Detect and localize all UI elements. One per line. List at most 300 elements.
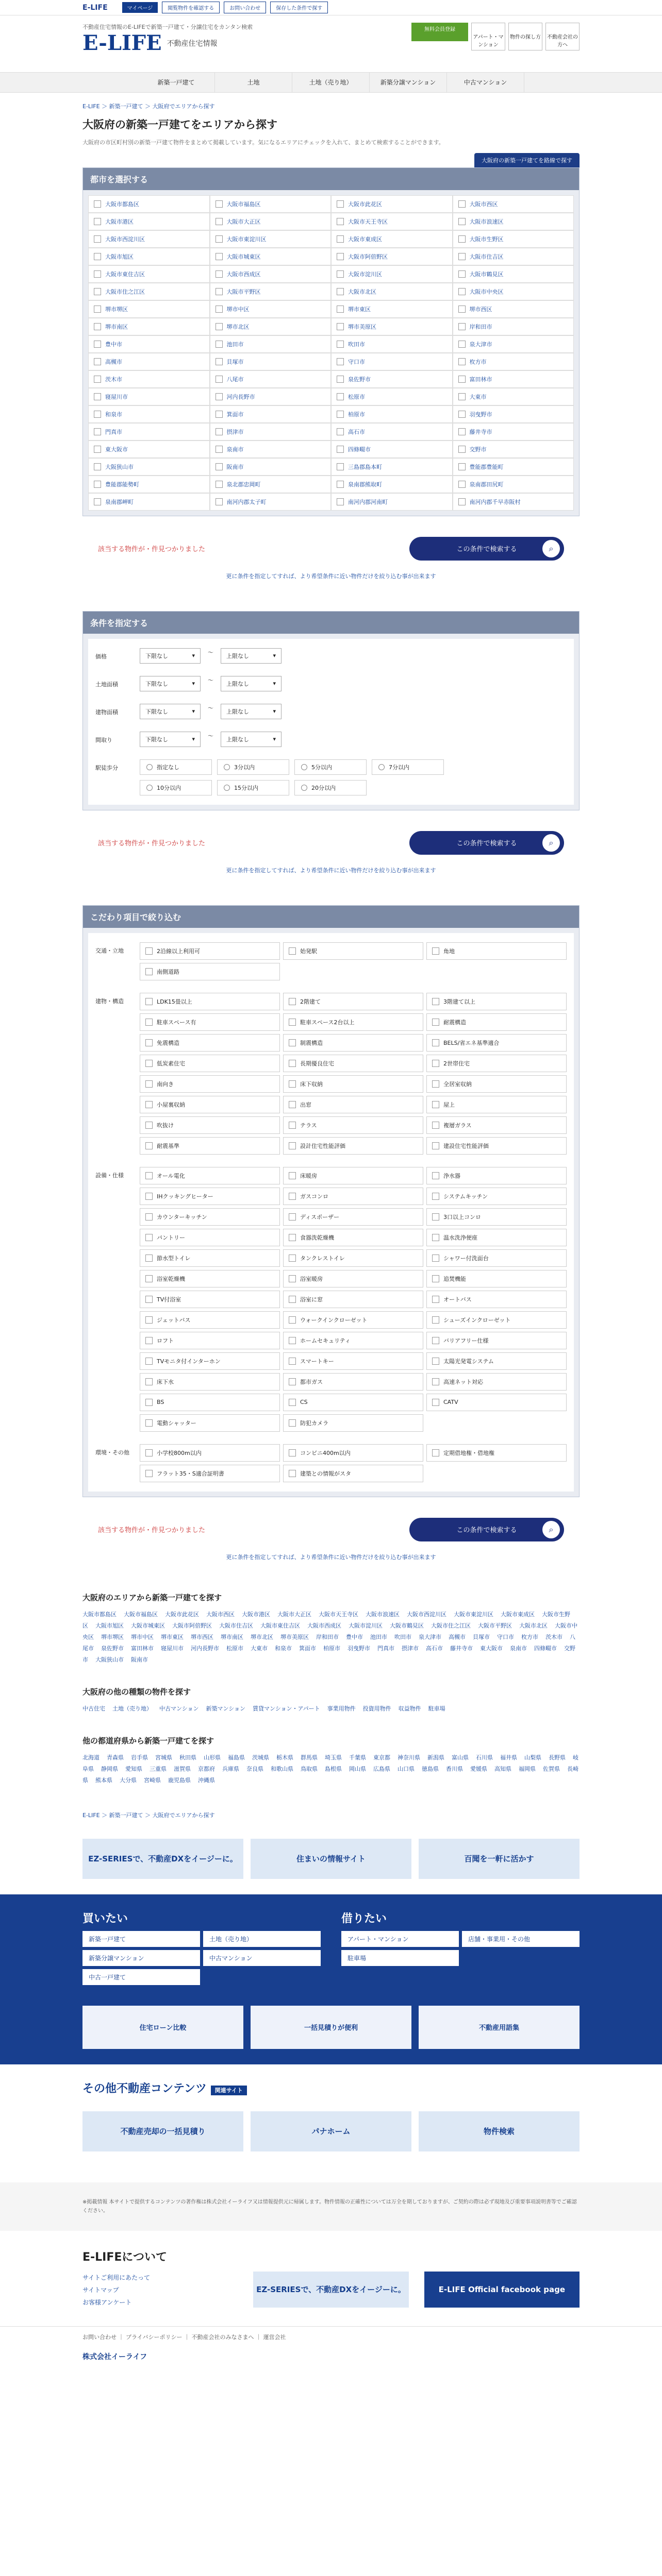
link-item[interactable]: 沖縄県 xyxy=(198,1776,215,1784)
link-item[interactable]: 大阪市阿倍野区 xyxy=(172,1622,212,1629)
checkbox[interactable] xyxy=(458,498,466,505)
link-item[interactable]: 堺市中区 xyxy=(131,1633,154,1640)
checkbox[interactable] xyxy=(216,323,223,330)
checkbox[interactable] xyxy=(337,463,344,470)
link-item[interactable]: 和泉市 xyxy=(275,1645,292,1652)
walk-radio[interactable] xyxy=(294,780,367,795)
link-item[interactable]: 富山県 xyxy=(452,1754,469,1761)
checkbox[interactable] xyxy=(432,1101,439,1108)
kodawari-checkbox-item[interactable] xyxy=(426,1116,567,1134)
link-item[interactable]: 大阪市東淀川区 xyxy=(454,1611,493,1618)
link-item[interactable]: 青森県 xyxy=(107,1754,124,1761)
info-site-banner[interactable]: 住まいの情報サイト xyxy=(251,1839,411,1879)
checkbox[interactable] xyxy=(94,323,101,330)
city-checkbox-item[interactable] xyxy=(210,476,332,493)
link-item[interactable]: 藤井寺市 xyxy=(450,1645,473,1652)
link-item[interactable]: 大阪市鶴見区 xyxy=(390,1622,424,1629)
checkbox[interactable] xyxy=(337,200,344,208)
kodawari-checkbox-item[interactable] xyxy=(283,1034,423,1052)
checkbox[interactable] xyxy=(432,1255,439,1262)
city-checkbox-item[interactable] xyxy=(453,440,574,458)
checkbox[interactable] xyxy=(432,1080,439,1088)
checkbox[interactable] xyxy=(94,358,101,365)
link-item[interactable]: 投資用物件 xyxy=(362,1705,391,1712)
property-search-banner[interactable]: 物件検索 xyxy=(419,2111,580,2151)
link-item[interactable]: 中古住宅 xyxy=(82,1705,105,1712)
min-select[interactable] xyxy=(140,732,201,747)
kodawari-checkbox-item[interactable] xyxy=(283,1373,423,1391)
link-item[interactable]: 大阪市平野区 xyxy=(478,1622,512,1629)
checkbox[interactable] xyxy=(216,428,223,435)
link-item[interactable]: 大分県 xyxy=(120,1776,137,1784)
link-item[interactable]: 阪南市 xyxy=(131,1656,148,1663)
checkbox[interactable] xyxy=(145,1234,153,1241)
link-item[interactable]: 箕面市 xyxy=(299,1645,316,1652)
checkbox[interactable] xyxy=(337,288,344,295)
city-checkbox-item[interactable] xyxy=(210,370,332,388)
link-item[interactable]: 静岡県 xyxy=(101,1765,118,1772)
kodawari-checkbox-item[interactable] xyxy=(283,1116,423,1134)
checkbox[interactable] xyxy=(289,1101,296,1108)
hyakubun-banner[interactable]: 百聞を一軒に活かす xyxy=(419,1839,580,1879)
city-checkbox-item[interactable] xyxy=(453,476,574,493)
checkbox[interactable] xyxy=(145,1419,153,1427)
kodawari-checkbox-item[interactable] xyxy=(426,1373,567,1391)
link-item[interactable]: 豊中市 xyxy=(346,1633,363,1640)
link-item[interactable]: 岩手県 xyxy=(131,1754,148,1761)
checkbox[interactable] xyxy=(432,998,439,1005)
city-checkbox-item[interactable] xyxy=(88,458,210,476)
footer-link[interactable]: 駐車場 xyxy=(341,1950,459,1966)
walk-radio[interactable] xyxy=(217,780,289,795)
about-link[interactable]: サイトご利用にあたって xyxy=(82,2274,151,2281)
city-checkbox-item[interactable] xyxy=(210,440,332,458)
kodawari-checkbox-item[interactable] xyxy=(140,1270,280,1287)
checkbox[interactable] xyxy=(145,1019,153,1026)
kodawari-checkbox-item[interactable] xyxy=(426,1034,567,1052)
kodawari-checkbox-item[interactable] xyxy=(140,1291,280,1308)
bottom-link[interactable]: 運営会社 xyxy=(263,2333,286,2341)
link-item[interactable]: 大阪市浪速区 xyxy=(366,1611,400,1618)
checkbox[interactable] xyxy=(94,253,101,260)
checkbox[interactable] xyxy=(337,481,344,488)
checkbox[interactable] xyxy=(145,1039,153,1046)
link-item[interactable]: 新潟県 xyxy=(427,1754,444,1761)
checkbox[interactable] xyxy=(145,1080,153,1088)
checkbox[interactable] xyxy=(337,341,344,348)
link-item[interactable]: 賃貸マンション・アパート xyxy=(253,1705,320,1712)
max-select[interactable] xyxy=(221,732,282,747)
checkbox[interactable] xyxy=(432,1449,439,1456)
link-item[interactable]: 大阪市城東区 xyxy=(131,1622,165,1629)
city-checkbox-item[interactable] xyxy=(453,195,574,213)
city-checkbox-item[interactable] xyxy=(331,458,453,476)
checkbox[interactable] xyxy=(458,358,466,365)
kodawari-checkbox-item[interactable] xyxy=(426,1188,567,1205)
link-item[interactable]: 長崎県 xyxy=(82,1765,578,1784)
link-item[interactable]: 岡山県 xyxy=(349,1765,366,1772)
top-logo[interactable]: E-LIFE xyxy=(82,3,108,12)
kodawari-checkbox-item[interactable] xyxy=(283,1352,423,1370)
checkbox[interactable] xyxy=(145,968,153,975)
kodawari-checkbox-item[interactable] xyxy=(426,1096,567,1113)
checkbox[interactable] xyxy=(337,428,344,435)
kodawari-checkbox-item[interactable] xyxy=(140,1465,280,1482)
checkbox[interactable] xyxy=(216,463,223,470)
kodawari-checkbox-item[interactable] xyxy=(140,1188,280,1205)
kodawari-checkbox-item[interactable] xyxy=(426,1137,567,1155)
city-checkbox-item[interactable] xyxy=(88,405,210,423)
link-item[interactable]: 寝屋川市 xyxy=(161,1645,184,1652)
city-checkbox-item[interactable] xyxy=(331,440,453,458)
link-item[interactable]: 門真市 xyxy=(377,1645,394,1652)
search-button[interactable]: この条件で検索する ⌕ xyxy=(409,831,564,855)
kodawari-checkbox-item[interactable] xyxy=(140,1034,280,1052)
link-item[interactable]: 堺市堺区 xyxy=(101,1633,124,1640)
kodawari-checkbox-item[interactable] xyxy=(283,1414,423,1432)
checkbox[interactable] xyxy=(94,270,101,278)
city-checkbox-item[interactable] xyxy=(453,493,574,511)
city-checkbox-item[interactable] xyxy=(88,370,210,388)
city-checkbox-item[interactable] xyxy=(331,423,453,440)
checkbox[interactable] xyxy=(337,323,344,330)
kodawari-checkbox-item[interactable] xyxy=(426,1352,567,1370)
link-item[interactable]: 滋賀県 xyxy=(174,1765,191,1772)
kodawari-checkbox-item[interactable] xyxy=(283,1096,423,1113)
radio-circle[interactable] xyxy=(301,764,307,770)
checkbox[interactable] xyxy=(458,463,466,470)
checkbox[interactable] xyxy=(145,1193,153,1200)
checkbox[interactable] xyxy=(289,1378,296,1385)
checkbox[interactable] xyxy=(94,288,101,295)
city-checkbox-item[interactable] xyxy=(88,388,210,405)
city-checkbox-item[interactable] xyxy=(210,283,332,300)
checkbox[interactable] xyxy=(289,947,296,955)
kodawari-checkbox-item[interactable] xyxy=(426,1075,567,1093)
checkbox[interactable] xyxy=(289,1296,296,1303)
checkbox[interactable] xyxy=(216,411,223,418)
kodawari-checkbox-item[interactable] xyxy=(140,1444,280,1462)
city-checkbox-item[interactable] xyxy=(88,248,210,265)
city-checkbox-item[interactable] xyxy=(331,318,453,335)
search-button[interactable]: この条件で検索する ⌕ xyxy=(409,537,564,561)
checkbox[interactable] xyxy=(216,288,223,295)
city-checkbox-item[interactable] xyxy=(453,458,574,476)
kodawari-checkbox-item[interactable] xyxy=(140,1352,280,1370)
city-checkbox-item[interactable] xyxy=(210,248,332,265)
checkbox[interactable] xyxy=(289,1470,296,1477)
checkbox[interactable] xyxy=(458,393,466,400)
checkbox[interactable] xyxy=(289,1358,296,1365)
link-item[interactable]: 秋田県 xyxy=(179,1754,196,1761)
city-checkbox-item[interactable] xyxy=(88,318,210,335)
city-checkbox-item[interactable] xyxy=(331,370,453,388)
checkbox[interactable] xyxy=(289,1039,296,1046)
kodawari-checkbox-item[interactable] xyxy=(140,1394,280,1411)
city-checkbox-item[interactable] xyxy=(210,318,332,335)
checkbox[interactable] xyxy=(432,1060,439,1067)
checkbox[interactable] xyxy=(432,1399,439,1406)
checkbox[interactable] xyxy=(337,411,344,418)
walk-radio[interactable] xyxy=(294,759,367,775)
city-checkbox-item[interactable] xyxy=(453,388,574,405)
checkbox[interactable] xyxy=(432,1337,439,1344)
city-checkbox-item[interactable] xyxy=(210,458,332,476)
kodawari-checkbox-item[interactable] xyxy=(426,1332,567,1349)
link-item[interactable]: 宮崎県 xyxy=(144,1776,161,1784)
checkbox[interactable] xyxy=(458,288,466,295)
checkbox[interactable] xyxy=(94,393,101,400)
checkbox[interactable] xyxy=(337,218,344,225)
checkbox[interactable] xyxy=(94,446,101,453)
link-item[interactable]: 泉南市 xyxy=(510,1645,527,1652)
city-checkbox-item[interactable] xyxy=(453,248,574,265)
link-item[interactable]: 東大阪市 xyxy=(480,1645,503,1652)
checkbox[interactable] xyxy=(337,393,344,400)
sale-estimate-banner[interactable]: 不動産売却の一括見積り xyxy=(82,2111,243,2151)
register-banner[interactable]: 無料会員登録 xyxy=(411,23,468,41)
checkbox[interactable] xyxy=(458,218,466,225)
link-item[interactable]: 大阪市東成区 xyxy=(501,1611,535,1618)
city-checkbox-item[interactable] xyxy=(88,265,210,283)
link-item[interactable]: 山梨県 xyxy=(524,1754,541,1761)
kodawari-checkbox-item[interactable] xyxy=(426,1249,567,1267)
kodawari-checkbox-item[interactable] xyxy=(283,1332,423,1349)
checkbox[interactable] xyxy=(337,446,344,453)
city-checkbox-item[interactable] xyxy=(88,195,210,213)
checkbox[interactable] xyxy=(94,428,101,435)
kodawari-checkbox-item[interactable] xyxy=(426,1013,567,1031)
link-item[interactable]: 堺市南区 xyxy=(221,1633,243,1640)
kodawari-checkbox-item[interactable] xyxy=(426,1055,567,1072)
bottom-link[interactable]: 不動産会社のみなさまへ xyxy=(191,2333,254,2341)
radio-circle[interactable] xyxy=(301,785,307,791)
link-item[interactable]: 高石市 xyxy=(426,1645,443,1652)
city-checkbox-item[interactable] xyxy=(210,423,332,440)
checkbox[interactable] xyxy=(432,1234,439,1241)
checkbox[interactable] xyxy=(289,1172,296,1179)
kodawari-checkbox-item[interactable] xyxy=(283,1167,423,1184)
breadcrumb[interactable]: E-LIFE ＞ 新築一戸建て ＞ 大阪府でエリアから探す xyxy=(82,103,215,110)
link-item[interactable]: 松原市 xyxy=(226,1645,243,1652)
checkbox[interactable] xyxy=(432,1142,439,1149)
panahome-banner[interactable]: パナホーム xyxy=(251,2111,411,2151)
checkbox[interactable] xyxy=(337,235,344,243)
checkbox[interactable] xyxy=(94,498,101,505)
kodawari-checkbox-item[interactable] xyxy=(140,1055,280,1072)
link-item[interactable]: 徳島県 xyxy=(422,1765,439,1772)
footer-link[interactable]: 店舗・事業用・その他 xyxy=(462,1931,580,1947)
facebook-card[interactable]: E-LIFE Official facebook page xyxy=(424,2272,580,2308)
walk-radio[interactable] xyxy=(217,759,289,775)
link-item[interactable]: 京都府 xyxy=(198,1765,215,1772)
city-checkbox-item[interactable] xyxy=(453,370,574,388)
city-checkbox-item[interactable] xyxy=(331,195,453,213)
checkbox[interactable] xyxy=(432,1358,439,1365)
checkbox[interactable] xyxy=(289,1316,296,1324)
search-button[interactable]: この条件で検索する ⌕ xyxy=(409,1518,564,1541)
checkbox[interactable] xyxy=(216,481,223,488)
checkbox[interactable] xyxy=(94,481,101,488)
link-item[interactable]: 大阪市北区 xyxy=(519,1622,548,1629)
link-item[interactable]: 池田市 xyxy=(370,1633,387,1640)
city-checkbox-item[interactable] xyxy=(331,213,453,230)
link-item[interactable]: 大阪市淀川区 xyxy=(349,1622,383,1629)
city-checkbox-item[interactable] xyxy=(453,423,574,440)
header-link-agent[interactable]: 不動産会社の方へ xyxy=(545,23,580,50)
link-item[interactable]: 群馬県 xyxy=(301,1754,318,1761)
city-checkbox-item[interactable] xyxy=(88,476,210,493)
checkbox[interactable] xyxy=(458,200,466,208)
kodawari-checkbox-item[interactable] xyxy=(140,1167,280,1184)
link-item[interactable]: 新築マンション xyxy=(206,1705,246,1712)
link-item[interactable]: 和歌山県 xyxy=(271,1765,293,1772)
link-item[interactable]: 愛知県 xyxy=(125,1765,142,1772)
link-item[interactable]: 土地（売り地） xyxy=(112,1705,152,1712)
link-item[interactable]: 鳥取県 xyxy=(301,1765,318,1772)
checkbox[interactable] xyxy=(458,411,466,418)
checkbox[interactable] xyxy=(216,341,223,348)
header-link-guide[interactable]: 物件の探し方 xyxy=(508,23,542,50)
link-item[interactable]: 大阪市西区 xyxy=(206,1611,235,1618)
city-checkbox-item[interactable] xyxy=(331,476,453,493)
city-checkbox-item[interactable] xyxy=(210,388,332,405)
checkbox[interactable] xyxy=(458,341,466,348)
radio-circle[interactable] xyxy=(224,785,230,791)
checkbox[interactable] xyxy=(289,1275,296,1282)
city-checkbox-item[interactable] xyxy=(210,353,332,370)
link-item[interactable]: 島根県 xyxy=(325,1765,342,1772)
checkbox[interactable] xyxy=(216,376,223,383)
kodawari-checkbox-item[interactable] xyxy=(283,1465,423,1482)
checkbox[interactable] xyxy=(145,1316,153,1324)
link-item[interactable]: 吹田市 xyxy=(394,1633,411,1640)
link-item[interactable]: 岐阜県 xyxy=(82,1754,578,1772)
checkbox[interactable] xyxy=(432,1296,439,1303)
link-item[interactable]: 大阪市天王寺区 xyxy=(319,1611,358,1618)
checkbox[interactable] xyxy=(145,1060,153,1067)
checkbox[interactable] xyxy=(145,1101,153,1108)
kodawari-checkbox-item[interactable] xyxy=(283,1188,423,1205)
link-item[interactable]: 神奈川県 xyxy=(398,1754,420,1761)
link-item[interactable]: 羽曳野市 xyxy=(347,1645,370,1652)
kodawari-checkbox-item[interactable] xyxy=(140,1229,280,1246)
checkbox[interactable] xyxy=(458,235,466,243)
checkbox[interactable] xyxy=(458,376,466,383)
city-checkbox-item[interactable] xyxy=(453,335,574,353)
checkbox[interactable] xyxy=(432,1378,439,1385)
estimate-banner[interactable]: 一括見積りが便利 xyxy=(251,2006,411,2049)
city-checkbox-item[interactable] xyxy=(88,230,210,248)
kodawari-checkbox-item[interactable] xyxy=(426,942,567,960)
link-item[interactable]: 高槻市 xyxy=(449,1633,466,1640)
checkbox[interactable] xyxy=(145,1142,153,1149)
checkbox[interactable] xyxy=(216,200,223,208)
city-checkbox-item[interactable] xyxy=(331,248,453,265)
checkbox[interactable] xyxy=(145,1213,153,1221)
link-item[interactable]: 大阪市住吉区 xyxy=(219,1622,253,1629)
checkbox[interactable] xyxy=(458,428,466,435)
city-checkbox-item[interactable] xyxy=(331,405,453,423)
checkbox[interactable] xyxy=(94,463,101,470)
max-select[interactable] xyxy=(221,648,282,664)
checkbox[interactable] xyxy=(458,253,466,260)
link-item[interactable]: 茨木市 xyxy=(545,1633,562,1640)
kodawari-checkbox-item[interactable] xyxy=(140,993,280,1010)
checkbox[interactable] xyxy=(289,1234,296,1241)
checkbox[interactable] xyxy=(432,947,439,955)
link-item[interactable]: 駐車場 xyxy=(428,1705,445,1712)
checkbox[interactable] xyxy=(94,218,101,225)
link-item[interactable]: 大阪市都島区 xyxy=(82,1611,117,1618)
city-checkbox-item[interactable] xyxy=(453,230,574,248)
kodawari-checkbox-item[interactable] xyxy=(283,1013,423,1031)
checkbox[interactable] xyxy=(458,481,466,488)
kodawari-checkbox-item[interactable] xyxy=(283,1229,423,1246)
link-item[interactable]: 泉佐野市 xyxy=(101,1645,124,1652)
radio-circle[interactable] xyxy=(378,764,385,770)
city-checkbox-item[interactable] xyxy=(331,300,453,318)
footer-link[interactable]: 中古一戸建て xyxy=(82,1969,200,1985)
link-item[interactable]: 岸和田市 xyxy=(316,1633,339,1640)
max-select[interactable] xyxy=(221,676,282,691)
nav-new-mansion[interactable]: 新築分譲マンション xyxy=(370,73,447,92)
link-item[interactable]: 大阪狭山市 xyxy=(95,1656,124,1663)
checkbox[interactable] xyxy=(289,1193,296,1200)
link-item[interactable]: 福井県 xyxy=(500,1754,517,1761)
city-checkbox-item[interactable] xyxy=(453,265,574,283)
checkbox[interactable] xyxy=(145,1296,153,1303)
walk-radio[interactable] xyxy=(140,780,212,795)
link-item[interactable]: 大阪市福島区 xyxy=(124,1611,158,1618)
checkbox[interactable] xyxy=(216,235,223,243)
kodawari-checkbox-item[interactable] xyxy=(140,1373,280,1391)
link-item[interactable]: 守口市 xyxy=(497,1633,514,1640)
city-checkbox-item[interactable] xyxy=(88,335,210,353)
checkbox[interactable] xyxy=(94,235,101,243)
link-item[interactable]: 大阪市東住吉区 xyxy=(260,1622,300,1629)
link-item[interactable]: 堺市美原区 xyxy=(280,1633,309,1640)
city-checkbox-item[interactable] xyxy=(88,493,210,511)
footer-link[interactable]: 新築一戸建て xyxy=(82,1931,200,1947)
kodawari-checkbox-item[interactable] xyxy=(140,1332,280,1349)
link-item[interactable]: 収益物件 xyxy=(398,1705,421,1712)
bottom-link[interactable]: プライバシーポリシー xyxy=(126,2333,183,2341)
walk-radio[interactable] xyxy=(140,759,212,775)
checkbox[interactable] xyxy=(337,498,344,505)
checkbox[interactable] xyxy=(216,253,223,260)
checkbox[interactable] xyxy=(432,1316,439,1324)
link-item[interactable]: 柏原市 xyxy=(323,1645,340,1652)
link-item[interactable]: 奈良県 xyxy=(246,1765,263,1772)
kodawari-checkbox-item[interactable] xyxy=(426,1394,567,1411)
kodawari-checkbox-item[interactable] xyxy=(283,1444,423,1462)
kodawari-checkbox-item[interactable] xyxy=(140,1311,280,1329)
city-checkbox-item[interactable] xyxy=(453,405,574,423)
checkbox[interactable] xyxy=(289,1019,296,1026)
city-checkbox-item[interactable] xyxy=(453,300,574,318)
kodawari-checkbox-item[interactable] xyxy=(283,1291,423,1308)
checkbox[interactable] xyxy=(458,306,466,313)
mypage-button[interactable]: マイページ xyxy=(122,2,158,13)
link-item[interactable]: 佐賀県 xyxy=(543,1765,560,1772)
link-item[interactable]: 茨城県 xyxy=(252,1754,269,1761)
checkbox[interactable] xyxy=(458,270,466,278)
link-item[interactable]: 四條畷市 xyxy=(534,1645,557,1652)
kodawari-checkbox-item[interactable] xyxy=(426,1444,567,1462)
checkbox[interactable] xyxy=(289,1255,296,1262)
checkbox[interactable] xyxy=(432,1213,439,1221)
